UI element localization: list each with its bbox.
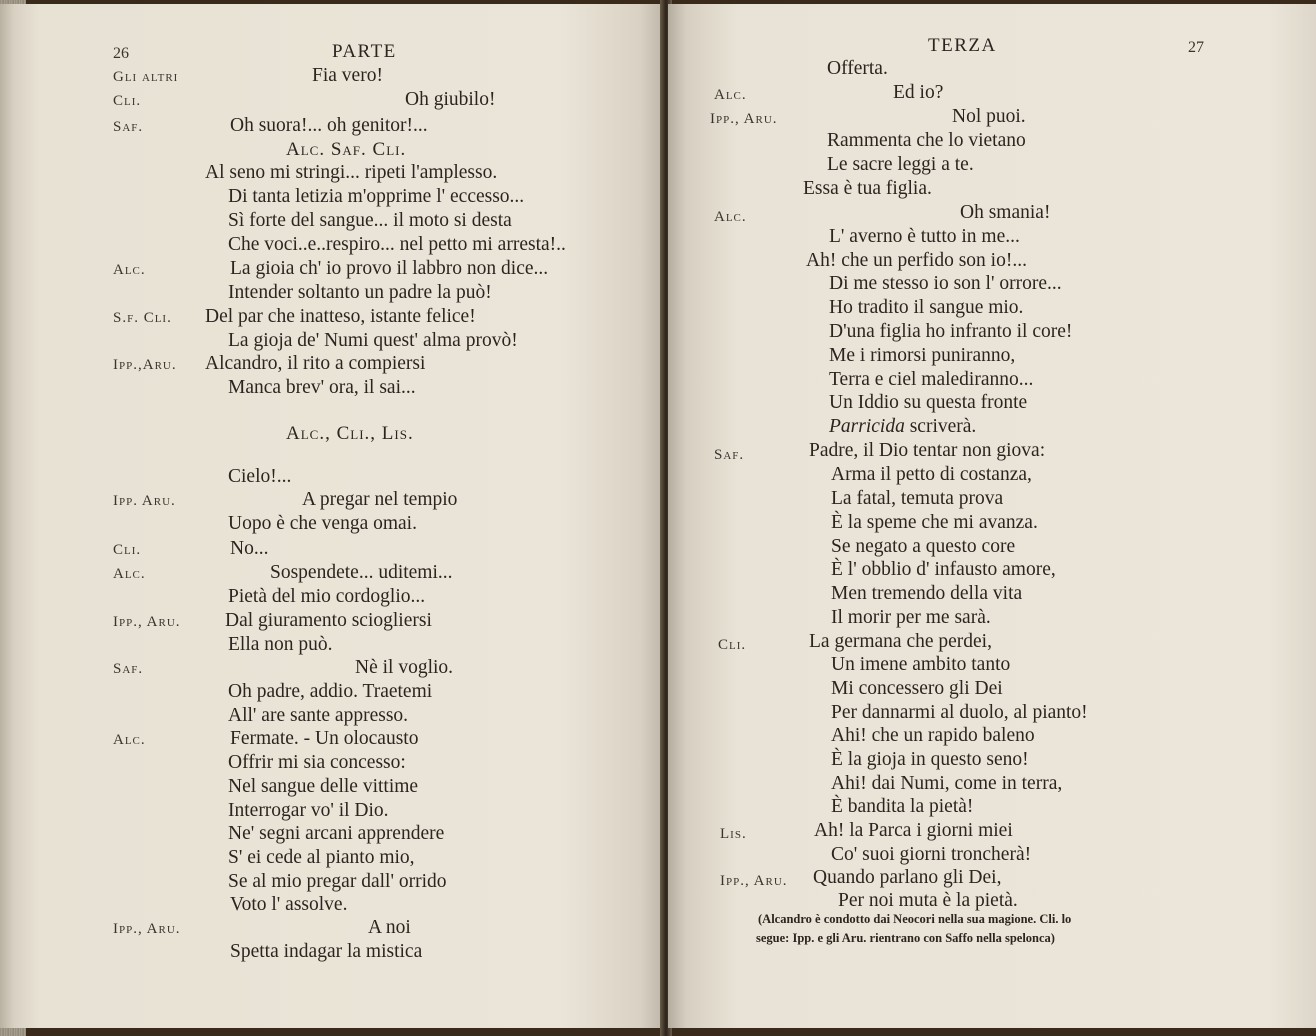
- verse-line: S' ei cede al pianto mio,: [228, 847, 415, 868]
- speaker-label: Cli.: [113, 542, 142, 558]
- speaker-label: Lis.: [720, 826, 747, 842]
- verse-line: Del par che inatteso, istante felice!: [205, 306, 476, 327]
- speaker-label: Ipp., Aru.: [720, 873, 788, 889]
- verse-line: D'una figlia ho infranto il core!: [829, 321, 1073, 342]
- verse-line: All' are sante appresso.: [228, 705, 409, 726]
- speaker-label: Ipp., Aru.: [113, 614, 181, 630]
- verse-line: Sì forte del sangue... il moto si desta: [228, 210, 512, 231]
- verse-line: Pietà del mio cordoglio...: [228, 586, 426, 607]
- verse-line: Oh suora!... oh genitor!...: [230, 115, 428, 136]
- verse-line: Ah! che un perfido son io!...: [806, 250, 1027, 271]
- verse-line: Mi concessero gli Dei: [831, 678, 1003, 699]
- verse-line: La germana che perdei,: [809, 631, 992, 652]
- verse-line: Un imene ambito tanto: [831, 654, 1011, 675]
- verse-line: Dal giuramento sciogliersi: [225, 610, 432, 631]
- verse-line: [829, 415, 976, 438]
- verse-line: Di tanta letizia m'opprime l' eccesso...: [228, 186, 525, 207]
- verse-line: Arma il petto di costanza,: [831, 464, 1032, 485]
- verse-line: Voto l' assolve.: [230, 894, 348, 915]
- verse-line: Per dannarmi al duolo, al pianto!: [831, 702, 1088, 723]
- verse-line: Intender soltanto un padre la può!: [228, 282, 492, 303]
- verse-line: Men tremendo della vita: [831, 583, 1023, 604]
- speaker-label: Alc.: [113, 732, 146, 748]
- running-head: TERZA: [928, 35, 997, 56]
- speaker-label: Gli altri: [113, 69, 179, 85]
- speaker-label: Ipp., Aru.: [113, 921, 181, 937]
- verse-line: Manca brev' ora, il sai...: [228, 377, 416, 398]
- verse-line: Il morir per me sarà.: [831, 607, 991, 628]
- verse-line: Per noi muta è la pietà.: [838, 890, 1018, 911]
- verse-line: A noi: [368, 917, 411, 938]
- verse-line: Interrogar vo' il Dio.: [228, 800, 389, 821]
- speaker-label: Alc.: [113, 566, 146, 582]
- speaker-label: Saf.: [714, 447, 745, 463]
- stage-direction: (Alcandro è condotto dai Neocori nella sua magione. Cli. lo: [758, 912, 1072, 926]
- verse-line: La gioja de' Numi quest' alma provò!: [228, 330, 518, 351]
- stage-direction: segue: Ipp. e gli Aru. rientrano con Saffo nella spelonca): [756, 931, 1055, 945]
- verse-line: Ahi! dai Numi, come in terra,: [831, 773, 1063, 794]
- verse-line: Ah! la Parca i giorni miei: [814, 820, 1013, 841]
- verse-line: Ed io?: [893, 82, 944, 103]
- verse-line: L' averno è tutto in me...: [829, 226, 1020, 247]
- speaker-label: Alc.: [714, 87, 747, 103]
- page-number: 26: [113, 45, 129, 62]
- verse-line: È l' obblio d' infausto amore,: [831, 559, 1056, 580]
- verse-line: Essa è tua figlia.: [803, 178, 932, 199]
- speaker-label: Cli.: [718, 637, 747, 653]
- verse-line: Offerta.: [827, 58, 888, 79]
- speaker-label: Ipp., Aru.: [710, 111, 778, 127]
- verse-line: Me i rimorsi puniranno,: [829, 345, 1016, 366]
- speaker-label: Cli.: [113, 93, 142, 109]
- verse-line: Rammenta che lo vietano: [827, 130, 1026, 151]
- verse-line: Sospendete... uditemi...: [270, 562, 453, 583]
- verse-line: La fatal, temuta prova: [831, 488, 1004, 509]
- left-page: [0, 4, 664, 1028]
- speaker-label: Ipp.,Aru.: [113, 357, 177, 373]
- verse-line: Ho tradito il sangue mio.: [829, 297, 1024, 318]
- verse-line: La gioia ch' io provo il labbro non dice...: [230, 258, 549, 279]
- speaker-label: Alc.: [113, 262, 146, 278]
- verse-line: Oh giubilo!: [405, 89, 496, 110]
- verse-line: È la gioja in questo seno!: [831, 749, 1029, 770]
- verse-line: Offrir mi sia concesso:: [228, 752, 406, 773]
- verse-line: Se al mio pregar dall' orrido: [228, 871, 447, 892]
- speaker-label: Alc.: [714, 209, 747, 225]
- verse-line: Nel sangue delle vittime: [228, 776, 419, 797]
- verse-line: È bandita la pietà!: [831, 796, 974, 817]
- page-number: 27: [1188, 39, 1204, 56]
- verse-line: Oh smania!: [960, 202, 1051, 223]
- verse-line: Terra e ciel malediranno...: [829, 369, 1034, 390]
- verse-line: Fia vero!: [312, 65, 383, 86]
- verse-word: scriverà.: [909, 416, 977, 437]
- verse-line: Cielo!...: [228, 466, 292, 487]
- italic-word: Parricida: [829, 416, 905, 437]
- speaker-label: S.f. Cli.: [113, 310, 172, 326]
- verse-line: No...: [230, 538, 269, 559]
- verse-line: Ella non può.: [228, 634, 333, 655]
- verse-line: Padre, il Dio tentar non giova:: [809, 440, 1046, 461]
- right-page: [668, 4, 1316, 1028]
- verse-line: Ahi! che un rapido baleno: [831, 725, 1035, 746]
- speaker-label: Saf.: [113, 119, 144, 135]
- verse-line: È la speme che mi avanza.: [831, 512, 1038, 533]
- verse-line: A pregar nel tempio: [302, 489, 458, 510]
- verse-line: Spetta indagar la mistica: [230, 941, 423, 962]
- verse-line: Uopo è che venga omai.: [228, 513, 417, 534]
- verse-line: Nol puoi.: [952, 106, 1026, 127]
- verse-line: Nè il voglio.: [355, 657, 454, 678]
- verse-line: Le sacre leggi a te.: [827, 154, 974, 175]
- verse-line: Se negato a questo core: [831, 536, 1016, 557]
- speaker-label: Ipp. Aru.: [113, 493, 176, 509]
- verse-line: Co' suoi giorni troncherà!: [831, 844, 1032, 865]
- verse-line: Che voci..e..respiro... nel petto mi arresta!..: [228, 234, 566, 255]
- verse-line: Un Iddio su questa fronte: [829, 392, 1028, 413]
- verse-line: Oh padre, addio. Traetemi: [228, 681, 433, 702]
- running-head: PARTE: [332, 41, 397, 62]
- ensemble-heading: Alc., Cli., Lis.: [286, 423, 414, 444]
- verse-line: Di me stesso io son l' orrore...: [829, 273, 1062, 294]
- ensemble-heading: Alc. Saf. Cli.: [286, 139, 407, 160]
- verse-line: Alcandro, il rito a compiersi: [205, 353, 426, 374]
- speaker-label: Saf.: [113, 661, 144, 677]
- verse-line: Al seno mi stringi... ripeti l'amplesso.: [205, 162, 498, 183]
- verse-line: Fermate. - Un olocausto: [230, 728, 419, 749]
- verse-line: Ne' segni arcani apprendere: [228, 823, 445, 844]
- verse-line: Quando parlano gli Dei,: [813, 867, 1002, 888]
